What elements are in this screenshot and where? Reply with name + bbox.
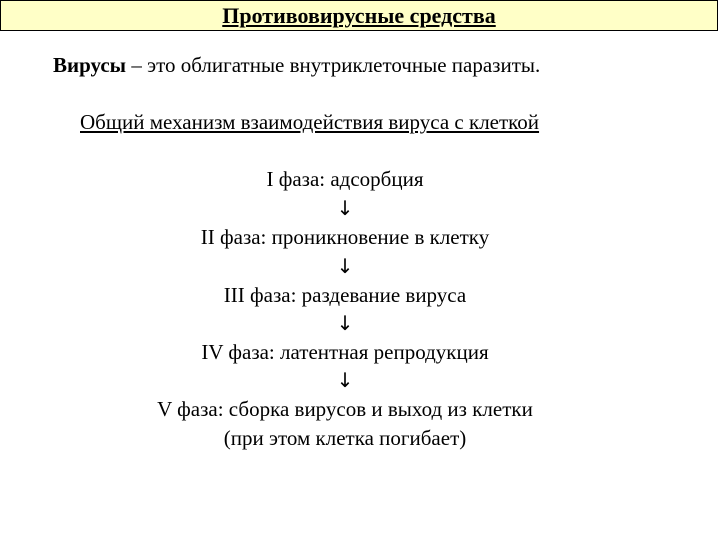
phase-3: III фаза: раздевание вируса [223, 283, 467, 307]
definition-term: Вирусы [53, 53, 127, 77]
mechanism-heading: Общий механизм взаимодействия вируса с клеткой [80, 110, 540, 134]
down-arrow-icon: ↓ [336, 311, 354, 335]
down-arrow-icon: ↓ [336, 254, 354, 278]
phase-4: IV фаза: латентная репродукция [201, 340, 489, 364]
page-title: Противовирусные средства [222, 3, 496, 28]
down-arrow-icon: ↓ [336, 368, 354, 392]
down-arrow-icon: ↓ [336, 196, 354, 220]
phase-1: I фаза: адсорбция [266, 167, 424, 191]
virus-definition [53, 52, 540, 78]
phase-2: II фаза: проникновение в клетку [200, 225, 490, 249]
phase-note: (при этом клетка погибает) [223, 426, 467, 450]
title-bar [0, 0, 718, 31]
definition-text: – это облигатные внутриклеточные паразиты. [126, 53, 541, 77]
phase-5: V фаза: сборка вирусов и выход из клетки [157, 397, 533, 421]
